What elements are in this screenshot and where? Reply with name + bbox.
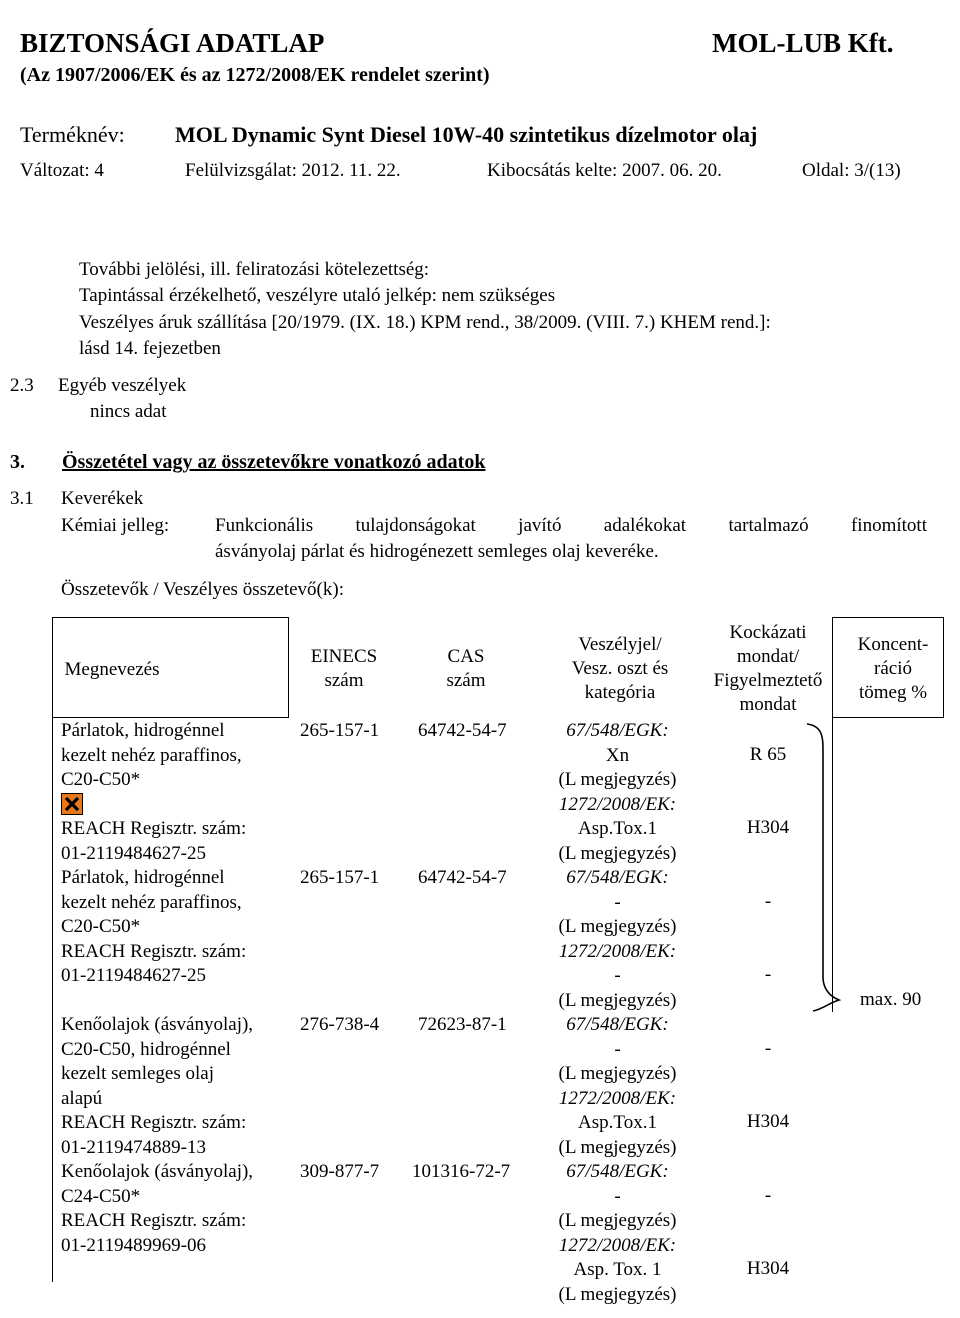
row-4-risk-h: H304: [746, 1258, 790, 1279]
hazard-line: 67/548/EGK:: [566, 1161, 669, 1182]
row-1-einecs: 265-157-1: [300, 720, 380, 741]
row-2-risk-r: -: [764, 891, 772, 912]
name-line: alapú: [61, 1087, 103, 1109]
name-line: kezelt semleges olaj: [61, 1063, 214, 1084]
row-4-name: [61, 1160, 253, 1258]
hazard-line: 1272/2008/EK:: [558, 1087, 677, 1109]
name-line: Kenőolajok (ásványolaj),: [61, 1014, 254, 1035]
version: Változat: 4: [20, 160, 104, 181]
row-4-hazard: [530, 1160, 705, 1307]
hazard-line: 1272/2008/EK:: [558, 793, 677, 815]
chem-word: tulajdonságokat: [355, 515, 476, 536]
row-3-risk-r: -: [764, 1038, 772, 1059]
row-3-name: [61, 1013, 253, 1160]
row-2-risk-h: -: [764, 964, 772, 985]
section-3-1-number: 3.1: [10, 488, 34, 509]
row-3-cas: 72623-87-1: [418, 1014, 507, 1035]
name-line: REACH Regisztr. szám:: [61, 1210, 247, 1231]
chem-word: javító: [518, 515, 562, 536]
chem-word: tartalmazó: [728, 515, 809, 536]
header-cas-line: CAS: [447, 646, 485, 667]
row-1-risk-h: H304: [746, 817, 790, 838]
chemical-nature-line-2: ásványolaj párlat és hidrogénezett semleges olaj keveréke.: [215, 541, 659, 562]
hazard-line: Asp. Tox. 1: [573, 1259, 662, 1280]
header-name: Megnevezés: [64, 659, 160, 680]
header-hazard-line: Vesz. oszt és: [571, 658, 669, 679]
name-line: C20-C50*: [61, 769, 141, 790]
header-conc-line: Koncent-: [857, 634, 929, 655]
header-einecs: [288, 645, 400, 693]
table-border: [52, 717, 288, 718]
components-label: Összetevők / Veszélyes összetevő(k):: [61, 579, 344, 600]
company-name: MOL-LUB Kft.: [712, 28, 894, 58]
labelling-line-4: lásd 14. fejezetben: [79, 338, 221, 359]
header-hazard: [545, 633, 695, 705]
hazard-line: 67/548/EGK:: [566, 720, 669, 741]
revision-date: Felülvizsgálat: 2012. 11. 22.: [185, 160, 401, 181]
row-3-einecs: 276-738-4: [300, 1014, 380, 1035]
name-line: C20-C50*: [61, 916, 141, 937]
row-1-risk-r: R 65: [749, 744, 787, 765]
hazard-line: (L megjegyzés): [558, 1136, 677, 1158]
header-concentration: [838, 633, 948, 705]
row-1-reach: [61, 817, 246, 866]
hazard-line: 1272/2008/EK:: [558, 940, 677, 962]
chem-word: adalékokat: [603, 515, 687, 536]
hazard-line: (L megjegyzés): [558, 1210, 677, 1231]
header-hazard-line: Veszélyjel/: [578, 634, 662, 655]
name-line: kezelt nehéz paraffinos,: [61, 744, 242, 766]
hazard-line: -: [614, 965, 621, 986]
name-line: 01-2119474889-13: [61, 1136, 206, 1158]
harmful-x-icon: [61, 793, 83, 815]
section-3-1-title: Keverékek: [61, 488, 144, 509]
name-line: kezelt nehéz paraffinos,: [61, 891, 242, 913]
table-border: [52, 717, 53, 1282]
hazard-line: -: [614, 1038, 621, 1060]
hazard-line: (L megjegyzés): [558, 1063, 677, 1084]
table-border: [52, 617, 288, 618]
row-4-cas: 101316-72-7: [412, 1161, 511, 1182]
regulation-note: (Az 1907/2006/EK és az 1272/2008/EK rendelet szerint): [20, 64, 490, 86]
product-label: Terméknév:: [20, 122, 125, 147]
chem-word: finomított: [850, 515, 927, 536]
row-2-name: [61, 866, 246, 989]
header-risk-line: mondat/: [736, 646, 800, 667]
row-3-hazard: [530, 1013, 705, 1160]
reach-line: 01-2119484627-25: [61, 842, 206, 864]
chemical-nature-line-1: [215, 516, 927, 535]
name-line: REACH Regisztr. szám:: [61, 1112, 247, 1133]
row-1-name: [61, 719, 242, 793]
hazard-line: (L megjegyzés): [558, 916, 677, 937]
labelling-line-3: Veszélyes áruk szállítása [20/1979. (IX. 18.) KPM rend., 38/2009. (VIII. 7.) KHEM rend.]:: [79, 312, 771, 333]
row-2-hazard: [530, 866, 705, 1013]
header-risk: [698, 621, 838, 717]
section-2-3-number: 2.3: [10, 375, 34, 396]
hazard-line: Asp.Tox.1: [578, 818, 657, 839]
hazard-line: (L megjegyzés): [558, 842, 677, 864]
row-4-risk-r: -: [764, 1185, 772, 1206]
header-einecs-line: szám: [324, 670, 364, 691]
header-conc-line: tömeg %: [858, 682, 928, 703]
hazard-line: 67/548/EGK:: [566, 1014, 669, 1035]
section-2-3-title: Egyéb veszélyek: [58, 375, 187, 396]
name-line: 01-2119489969-06: [61, 1234, 206, 1256]
name-line: REACH Regisztr. szám:: [61, 940, 247, 962]
section-3-number: 3.: [10, 451, 25, 473]
row-2-cas: 64742-54-7: [418, 867, 507, 888]
hazard-line: Xn: [605, 744, 630, 766]
grouping-brace: [795, 722, 845, 1012]
table-border: [832, 617, 944, 618]
row-2-einecs: 265-157-1: [300, 867, 380, 888]
table-border: [832, 717, 944, 718]
section-2-3-text: nincs adat: [90, 401, 167, 422]
name-line: Párlatok, hidrogénnel: [61, 720, 225, 741]
chem-word: Funkcionális: [215, 515, 314, 536]
header-cas-line: szám: [446, 670, 486, 691]
name-line: C20-C50, hidrogénnel: [61, 1038, 231, 1060]
labelling-line-2: Tapintással érzékelhető, veszélyre utaló jelkép: nem szükséges: [79, 285, 556, 306]
header-hazard-line: kategória: [584, 682, 656, 703]
section-3-title: Összetétel vagy az összetevőkre vonatkozó adatok: [62, 451, 486, 473]
hazard-line: Asp.Tox.1: [578, 1112, 657, 1133]
header-einecs-line: EINECS: [310, 646, 378, 667]
hazard-line: 1272/2008/EK:: [558, 1234, 677, 1256]
name-line: Kenőolajok (ásványolaj),: [61, 1161, 254, 1182]
chemical-nature-label: Kémiai jelleg:: [61, 515, 170, 536]
reach-line: REACH Regisztr. szám:: [61, 818, 247, 839]
name-line: Párlatok, hidrogénnel: [61, 867, 225, 888]
row-1-cas: 64742-54-7: [418, 720, 507, 741]
hazard-line: (L megjegyzés): [558, 769, 677, 790]
page-number: Oldal: 3/(13): [802, 160, 901, 181]
header-conc-line: ráció: [874, 658, 912, 679]
hazard-line: -: [614, 891, 621, 913]
name-line: 01-2119484627-25: [61, 965, 206, 986]
hazard-line: 67/548/EGK:: [566, 867, 669, 888]
hazard-line: -: [614, 1185, 621, 1207]
header-risk-line: mondat: [739, 694, 797, 715]
product-name: MOL Dynamic Synt Diesel 10W-40 szintetikus dízelmotor olaj: [175, 122, 758, 147]
row-1-hazard: [530, 719, 705, 866]
header-cas: [410, 645, 522, 693]
hazard-line: (L megjegyzés): [558, 989, 677, 1011]
issue-date: Kibocsátás kelte: 2007. 06. 20.: [487, 160, 722, 181]
hazard-line: (L megjegyzés): [558, 1283, 677, 1305]
document-title: BIZTONSÁGI ADATLAP: [20, 28, 325, 58]
concentration-value: max. 90: [860, 989, 922, 1010]
header-risk-line: Figyelmeztető: [713, 670, 823, 691]
header-risk-line: Kockázati: [729, 622, 807, 643]
row-4-einecs: 309-877-7: [300, 1161, 380, 1182]
labelling-line-1: További jelölési, ill. feliratozási kötelezettség:: [79, 259, 430, 280]
row-3-risk-h: H304: [746, 1111, 790, 1132]
name-line: C24-C50*: [61, 1185, 141, 1207]
